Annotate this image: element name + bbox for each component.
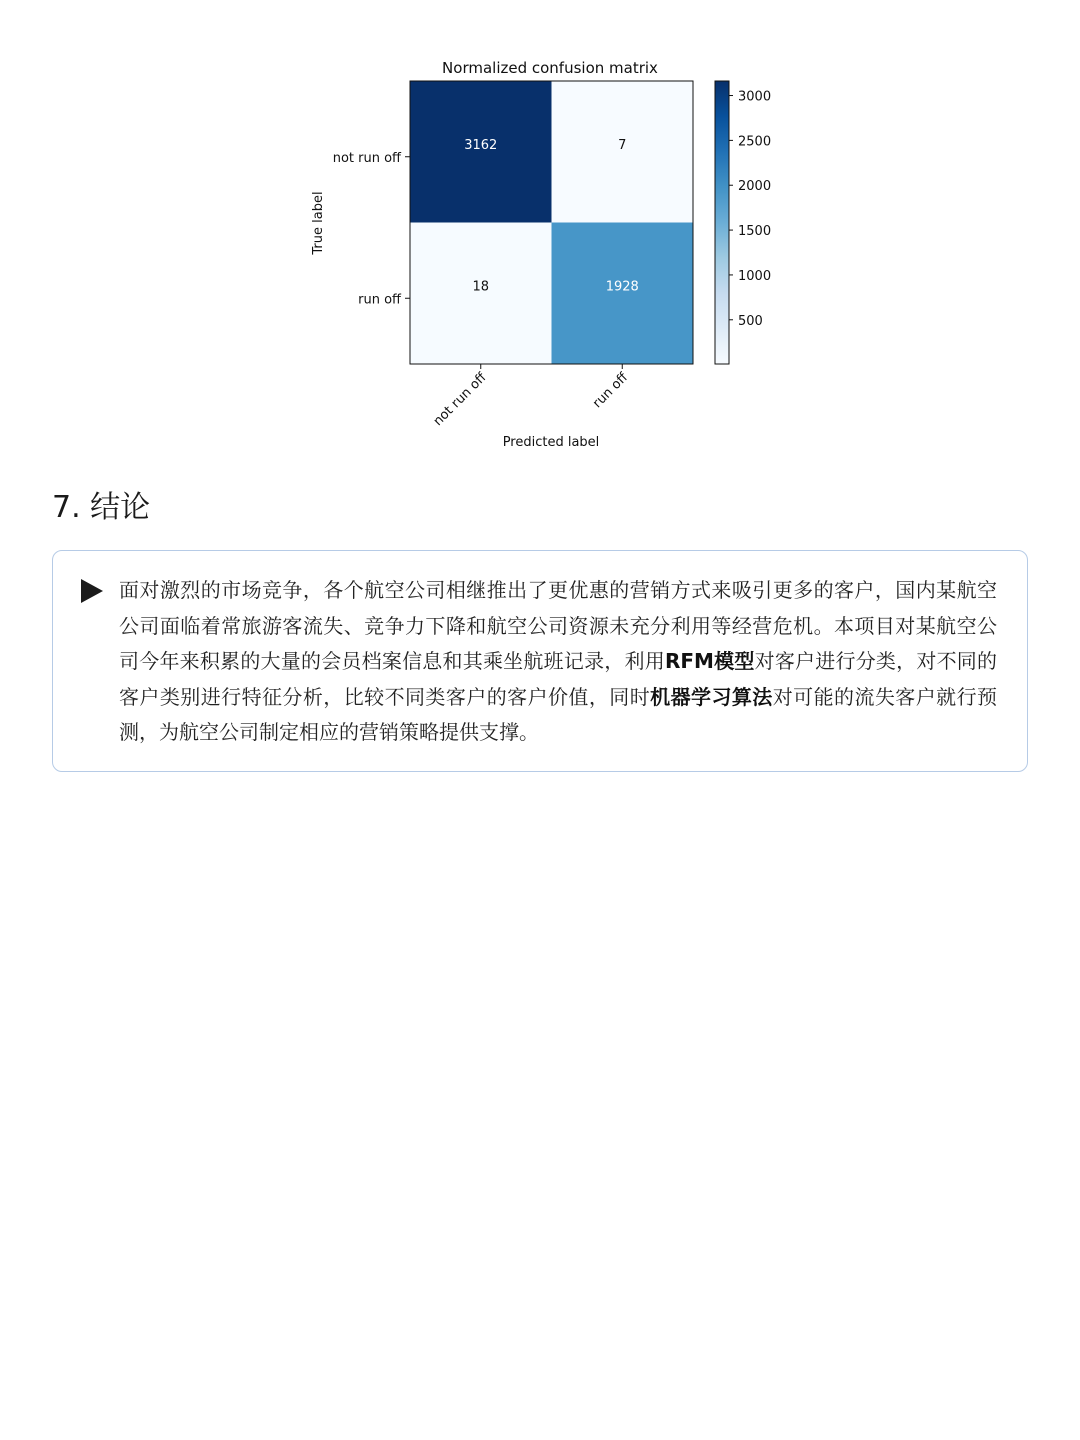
- y-tick-label: not run off: [332, 150, 401, 166]
- chart-title: Normalized confusion matrix: [442, 59, 658, 77]
- cell-value-label: 3162: [464, 137, 498, 153]
- paragraph-text-2: 对客户进行分类，对不同的客户类别进行特征分析，比较不同类客户的客户价值，同时: [119, 649, 998, 709]
- cell-value-label: 7: [618, 137, 627, 153]
- colorbar-tick-label: 500: [738, 313, 763, 329]
- y-tick-label: run off: [358, 292, 401, 308]
- colorbar-tick-label: 1500: [738, 224, 772, 240]
- x-tick-label: not run off: [430, 370, 490, 430]
- y-axis-label: True label: [311, 191, 326, 255]
- colorbar-tick-label: 2500: [738, 134, 772, 150]
- colorbar-tick-label: 2000: [738, 179, 772, 195]
- section-title: 7. 结论: [52, 490, 151, 525]
- confusion-matrix-chart: [300, 50, 780, 460]
- x-tick-label: run off: [590, 370, 632, 412]
- paragraph-text-3: 对可能的流失客户就行预测，为航空公司制定相应的营销策略提供支撑。: [119, 684, 998, 744]
- x-axis-label: Predicted label: [502, 435, 600, 450]
- cell-value-label: 18: [472, 279, 490, 295]
- colorbar-tick-label: 1000: [738, 268, 772, 284]
- paragraph-bold-rfm: RFM模型: [664, 649, 755, 673]
- paragraph-text-1: 面对激烈的市场竞争，各个航空公司相继推出了更优惠的营销方式来吸引更多的客户，国内某航空公司面临着常旅游客流失、竞争力下降和航空公司资源未充分利用等经营危机。本项目对某航空公司今年来积累的大量的会员档案信息和其乘坐航班记录，利用: [119, 578, 997, 673]
- conclusion-paragraph: [119, 573, 997, 751]
- colorbar: [715, 81, 729, 364]
- colorbar-tick-label: 3000: [738, 89, 772, 105]
- conclusion-callout: [52, 550, 1028, 772]
- paragraph-bold-ml: 机器学习算法: [650, 684, 773, 709]
- cell-value-label: 1928: [605, 279, 639, 295]
- confusion-matrix-svg: [300, 50, 780, 460]
- play-triangle-icon: [81, 579, 103, 603]
